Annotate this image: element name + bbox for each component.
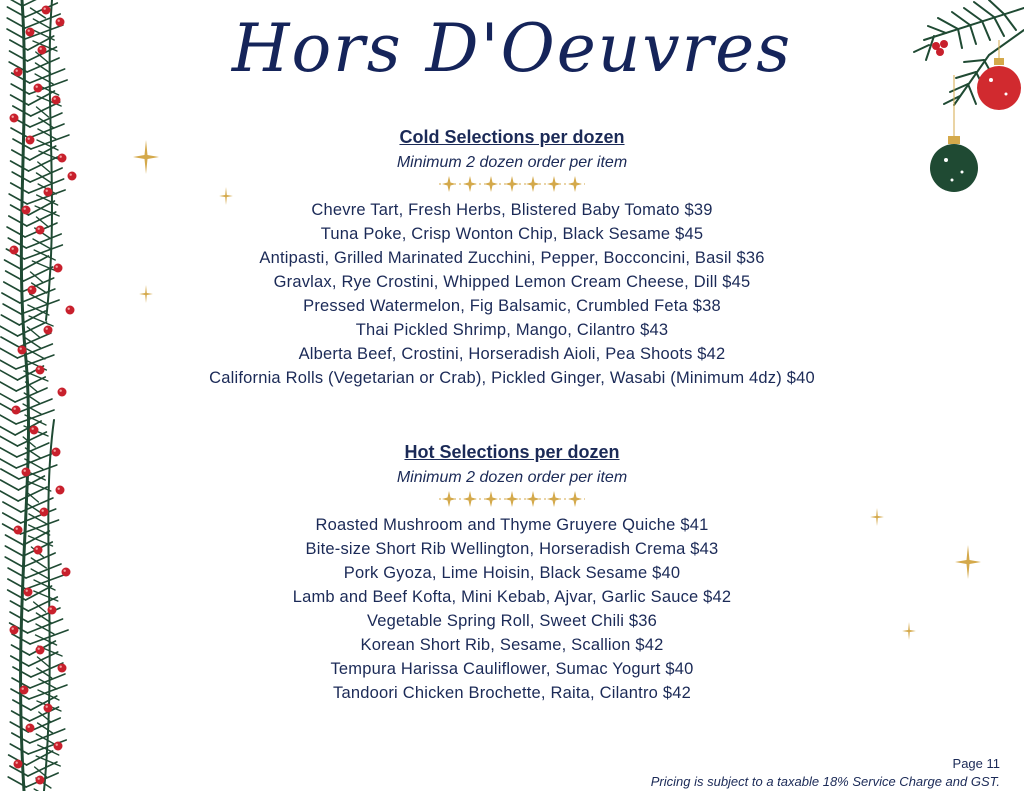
- menu-item: Gravlax, Rye Crostini, Whipped Lemon Cream Cheese, Dill $45: [273, 273, 751, 291]
- star-divider-icon: [437, 491, 587, 507]
- menu-item: Bite-size Short Rib Wellington, Horseradish Crema $43: [305, 540, 719, 558]
- menu-item: Pork Gyoza, Lime Hoisin, Black Sesame $40: [343, 564, 681, 582]
- cold-selections-heading: Cold Selections per dozen: [399, 127, 625, 147]
- menu-item: Tandoori Chicken Brochette, Raita, Cilantro $42: [333, 684, 691, 702]
- menu-item: Roasted Mushroom and Thyme Gruyere Quiche $41: [315, 516, 709, 534]
- cold-selections-section: [0, 126, 1024, 390]
- menu-item: Pressed Watermelon, Fig Balsamic, Crumbled Feta $38: [303, 297, 721, 315]
- cold-selections-note: Minimum 2 dozen order per item: [396, 154, 628, 171]
- page-title: Hors D'Oeuvres: [231, 10, 793, 87]
- menu-item: Chevre Tart, Fresh Herbs, Blistered Baby Tomato $39: [311, 201, 713, 219]
- hot-selections-section: [0, 441, 1024, 705]
- hot-menu-list: [0, 513, 1024, 705]
- menu-item: Korean Short Rib, Sesame, Scallion $42: [360, 636, 664, 654]
- menu-item: Antipasti, Grilled Marinated Zucchini, Pepper, Bocconcini, Basil $36: [259, 249, 765, 267]
- menu-item: Tempura Harissa Cauliflower, Sumac Yogurt $40: [330, 660, 694, 678]
- menu-item: California Rolls (Vegetarian or Crab), Pickled Ginger, Wasabi (Minimum 4dz) $40: [209, 369, 815, 387]
- menu-item: Lamb and Beef Kofta, Mini Kebab, Ajvar, Garlic Sauce $42: [292, 588, 732, 606]
- page-number: Page 11: [952, 756, 1000, 771]
- pricing-footnote: Pricing is subject to a taxable 18% Service Charge and GST.: [650, 774, 1000, 789]
- menu-item: Thai Pickled Shrimp, Mango, Cilantro $43: [355, 321, 669, 339]
- menu-item: Vegetable Spring Roll, Sweet Chili $36: [366, 612, 658, 630]
- menu-item: Tuna Poke, Crisp Wonton Chip, Black Sesame $45: [320, 225, 704, 243]
- hot-selections-note: Minimum 2 dozen order per item: [396, 469, 628, 486]
- cold-menu-list: [0, 198, 1024, 390]
- menu-item: Alberta Beef, Crostini, Horseradish Aioli, Pea Shoots $42: [298, 345, 726, 363]
- star-divider-icon: [437, 176, 587, 192]
- hot-selections-heading: Hot Selections per dozen: [404, 442, 620, 462]
